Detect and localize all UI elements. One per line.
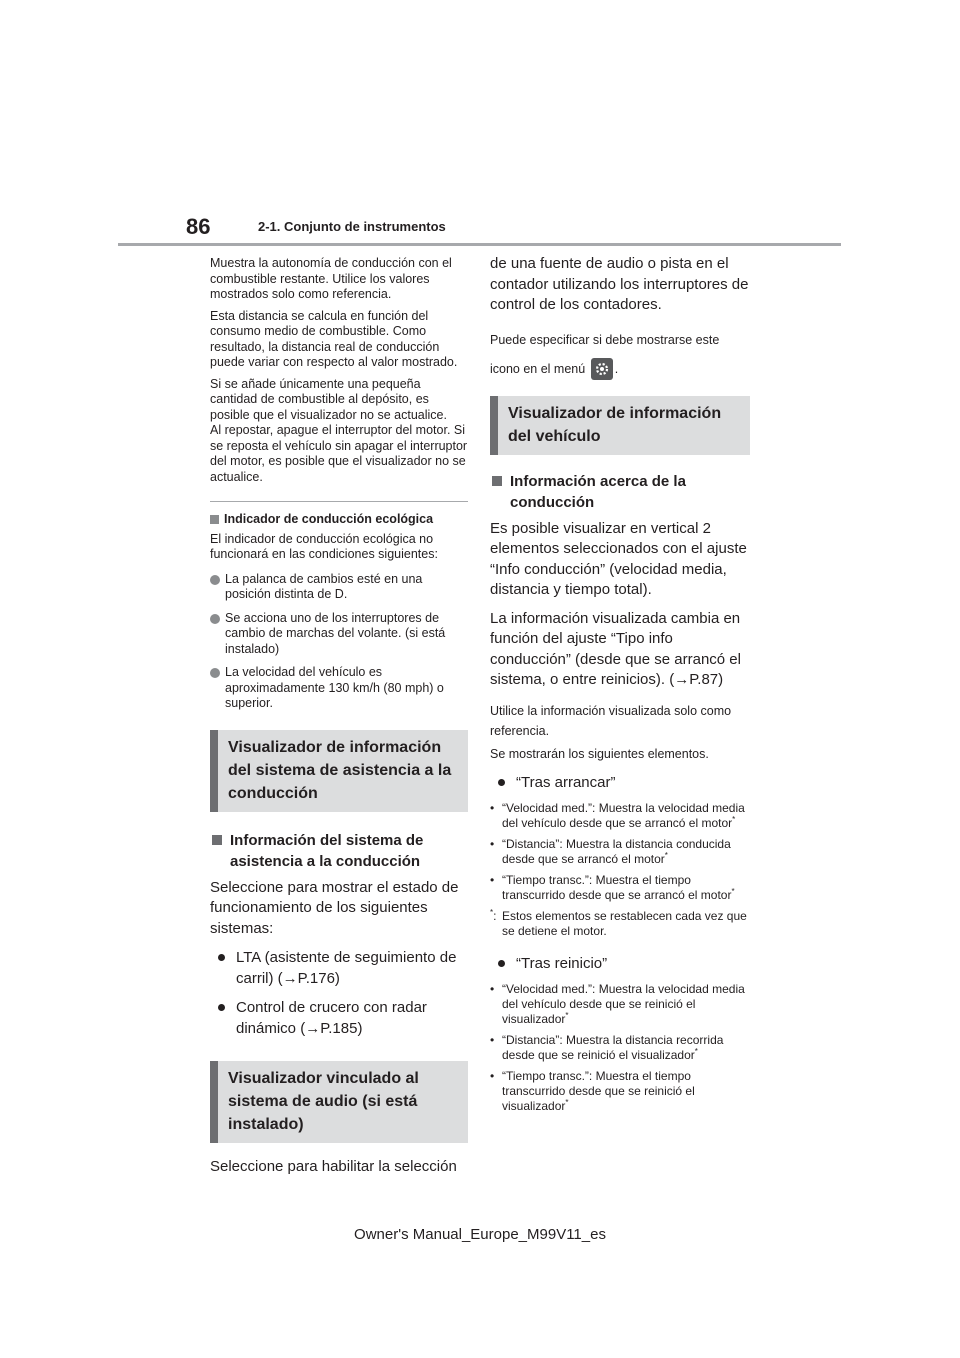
chapter-title: 2-1. Conjunto de instrumentos [258,219,446,234]
driving-info-heading [490,471,750,513]
bullet-icon [218,1004,225,1011]
eco-indicator-intro: El indicador de conducción ecológica no funcionará en las condiciones siguientes: [210,531,438,561]
list-item: Se acciona uno de los interruptores de cambio de marchas del volante. (si está instalado) [210,611,468,658]
list-item: • “Distancia”: Muestra la distancia conducida desde que se arrancó el motor* [490,837,731,866]
section-heading-driving-assist: Visualizador de información del sistema de asistencia a la conducción [210,730,468,812]
list-item: • “Tiempo transc.”: Muestra el tiempo transcurrido desde que se reinició el visualizador* [490,1069,695,1113]
list-item: LTA (asistente de seguimiento de carril) (→P.176) [210,947,468,989]
driving-info-note-2: Se mostrarán los siguientes elementos. [490,746,709,761]
assist-info-heading [210,830,468,872]
assist-info-title: Información del sistema de asistencia a la conducción [230,831,424,870]
driving-info-note-1: Utilice la información visualizada solo como referencia. [490,703,732,738]
right-column [490,254,750,1120]
eco-indicator-title: Indicador de conducción ecológica [224,512,434,526]
audio-paragraph: Seleccione para habilitar la selección [210,1158,457,1175]
list-item-after-start: “Tras arrancar” [490,772,750,793]
page-number: 86 [186,214,211,239]
list-item: • “Distancia”: Muestra la distancia recorrida desde que se reinició el visualizador* [490,1033,724,1062]
square-bullet-icon [212,835,222,845]
list-item: • “Velocidad med.”: Muestra la velocidad media del vehículo desde que se reinició el visualizador* [490,982,745,1026]
footnote: *: Estos elementos se restablecen cada vez que se detiene el motor. [490,908,747,938]
list-item: Control de crucero con radar dinámico (→P.185) [210,997,468,1039]
circle-bullet-icon [210,668,220,678]
bullet-icon [498,779,505,786]
divider [210,501,468,502]
bullet-icon [218,954,225,961]
square-bullet-icon [492,476,502,486]
circle-bullet-icon [210,575,220,585]
eco-indicator-heading [210,512,468,528]
range-paragraph-3: Si se añade únicamente una pequeña cantidad de combustible al depósito, es posible que el visualizador no se actualice. [210,376,447,422]
footer-text: Owner's Manual_Europe_M99V11_es [354,1226,606,1243]
list-item: La palanca de cambios esté en una posición distinta de D. [210,572,468,603]
settings-gear-icon [591,358,613,380]
circle-bullet-icon [210,614,220,624]
square-bullet-icon [210,515,219,524]
section-heading-audio: Visualizador vinculado al sistema de audio (si está instalado) [210,1061,468,1143]
list-item: • “Velocidad med.”: Muestra la velocidad media del vehículo desde que se arrancó el motor* [490,801,745,830]
driving-info-paragraph-2: La información visualizada cambia en función del ajuste “Tipo info conducción” (desde que se arrancó el sistema, o entre reinicios). (→P.87) [490,609,741,688]
driving-info-paragraph-1: Es posible visualizar en vertical 2 elementos seleccionados con el ajuste “Info conducción” (velocidad media, distancia y tiempo total). [490,519,747,598]
left-column [210,256,468,1186]
list-item: • “Tiempo transc.”: Muestra el tiempo transcurrido desde que se arrancó el motor* [490,873,735,902]
header-rule [118,243,841,246]
icon-note: Puede especificar si debe mostrarse este icono en el menú . [490,326,750,384]
bullet-icon [498,960,505,967]
assist-info-intro: Seleccione para mostrar el estado de funcionamiento de los siguientes sistemas: [210,878,459,937]
range-paragraph-1: Muestra la autonomía de conducción con el combustible restante. Utilice los valores mostrados solo como referencia. [210,256,452,301]
section-heading-vehicle-info: Visualizador de información del vehículo [490,396,750,455]
audio-paragraph-continued: de una fuente de audio o pista en el contador utilizando los interruptores de control de los contadores. [490,255,749,313]
list-item-after-reset: “Tras reinicio” [490,953,750,974]
driving-info-title: Información acerca de la conducción [510,472,686,511]
range-paragraph-4: Al repostar, apague el interruptor del motor. Si se reposta el vehículo sin apagar el interruptor del motor, es posible que el visualizador no se actualice. [210,423,468,484]
list-item: La velocidad del vehículo es aproximadamente 130 km/h (80 mph) o superior. [210,665,468,712]
range-paragraph-2: Esta distancia se calcula en función del consumo medio de combustible. Como resultado, la distancia real de conducción puede variar con respecto al valor mostrado. [210,308,458,369]
